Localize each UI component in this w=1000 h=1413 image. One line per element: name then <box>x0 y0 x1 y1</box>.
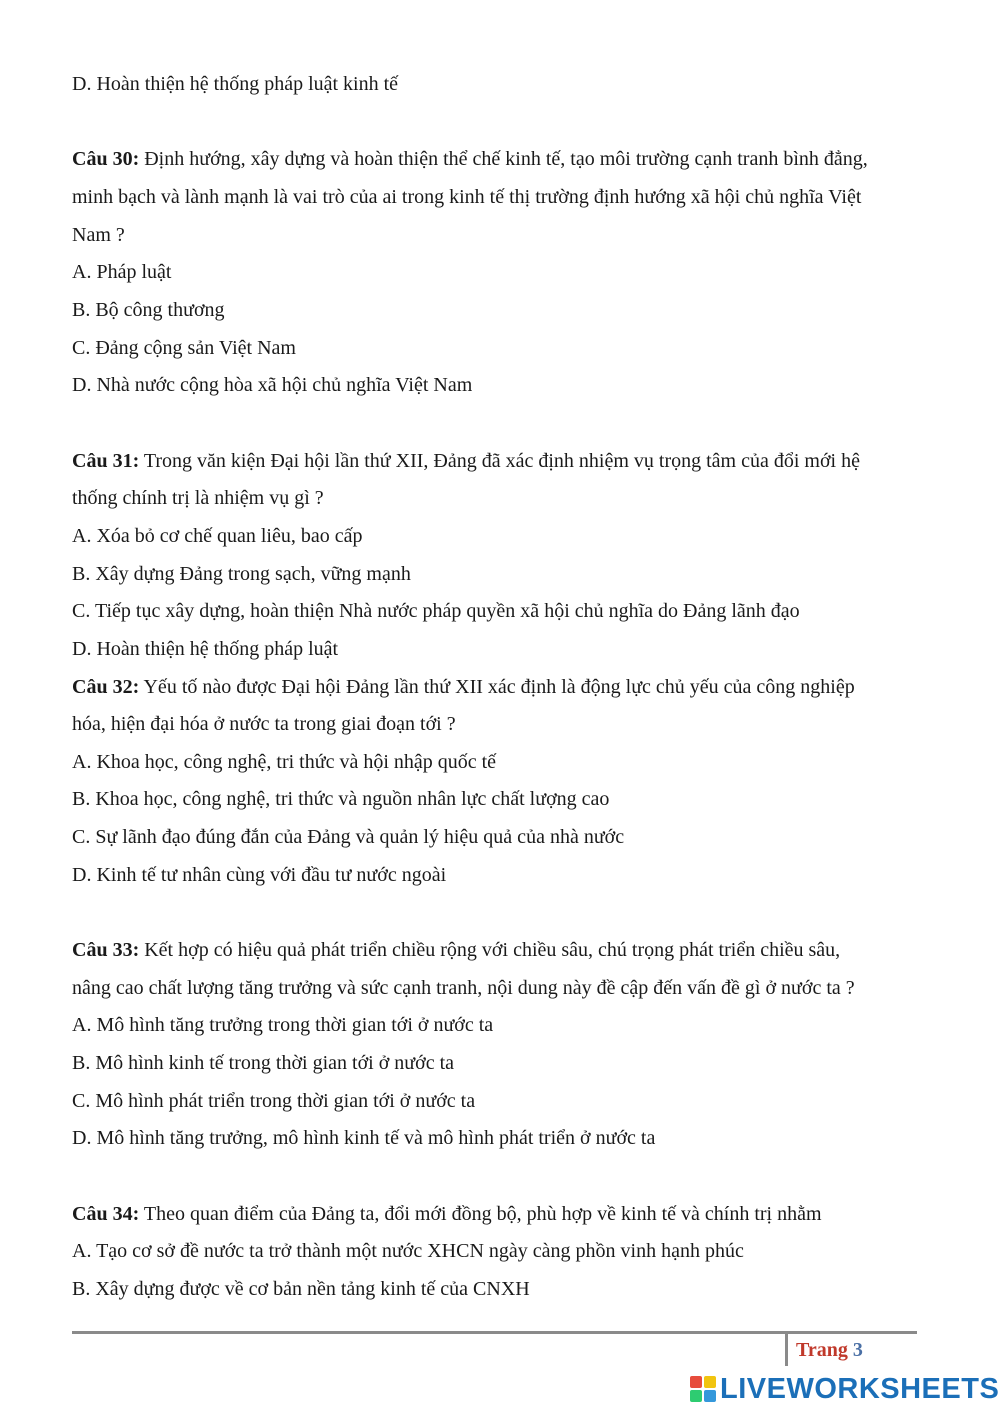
question-text: Theo quan điểm của Đảng ta, đổi mới đồng bộ, phù hợp về kinh tế và chính trị nhằm <box>139 1203 822 1225</box>
option-a: A. Pháp luật <box>72 261 172 283</box>
page-number <box>796 1338 863 1362</box>
question-label: Câu 32: <box>72 676 140 698</box>
question-text: Nam ? <box>72 224 125 246</box>
option-d: D. Kinh tế tư nhân cùng với đầu tư nước ngoài <box>72 864 447 886</box>
question-text: Trong văn kiện Đại hội lần thứ XII, Đảng đã xác định nhiệm vụ trọng tâm của đổi mới hệ <box>139 450 860 472</box>
footer-separator <box>785 1334 788 1366</box>
option-b: B. Mô hình kinh tế trong thời gian tới ở nước ta <box>72 1052 455 1074</box>
question-text: minh bạch và lành mạnh là vai trò của ai trong kinh tế thị trường định hướng xã hội chủ nghĩa Việt <box>72 186 862 208</box>
question-label: Câu 34: <box>72 1203 140 1225</box>
option-text: D. Hoàn thiện hệ thống pháp luật kinh tế <box>72 73 399 95</box>
option-d: D. Mô hình tăng trưởng, mô hình kinh tế và mô hình phát triển ở nước ta <box>72 1127 656 1149</box>
question-label: Câu 31: <box>72 450 140 472</box>
question-text: Định hướng, xây dựng và hoàn thiện thể chế kinh tế, tạo môi trường cạnh tranh bình đẳng, <box>139 148 868 170</box>
option-c: C. Sự lãnh đạo đúng đắn của Đảng và quản lý hiệu quả của nhà nước <box>72 826 625 848</box>
question-text: nâng cao chất lượng tăng trưởng và sức cạnh tranh, nội dung này đề cập đến vấn đề gì ở nước ta ? <box>72 977 855 999</box>
page-value: 3 <box>852 1339 863 1361</box>
page-label: Trang <box>796 1339 848 1361</box>
question-label: Câu 30: <box>72 148 140 170</box>
option-a: A. Khoa học, công nghệ, tri thức và hội nhập quốc tế <box>72 751 497 773</box>
option-b: B. Khoa học, công nghệ, tri thức và nguồn nhân lực chất lượng cao <box>72 788 610 810</box>
option-a: A. Tạo cơ sở đề nước ta trở thành một nước XHCN ngày càng phồn vinh hạnh phúc <box>72 1240 744 1262</box>
question-text: thống chính trị là nhiệm vụ gì ? <box>72 487 324 509</box>
footer-divider <box>72 1331 917 1334</box>
option-c: C. Tiếp tục xây dựng, hoàn thiện Nhà nước pháp quyền xã hội chủ nghĩa do Đảng lãnh đạo <box>72 600 800 622</box>
question-32 <box>72 675 940 699</box>
option-d: D. Hoàn thiện hệ thống pháp luật <box>72 638 339 660</box>
option-b: B. Xây dựng được về cơ bản nền tảng kinh tế của CNXH <box>72 1278 530 1300</box>
option-b: B. Bộ công thương <box>72 299 225 321</box>
option-c: C. Mô hình phát triển trong thời gian tới ở nước ta <box>72 1090 476 1112</box>
option-d: D. Nhà nước cộng hòa xã hội chủ nghĩa Việt Nam <box>72 374 473 396</box>
question-text: hóa, hiện đại hóa ở nước ta trong giai đoạn tới ? <box>72 713 456 735</box>
question-31 <box>72 449 940 473</box>
question-text: Yếu tố nào được Đại hội Đảng lần thứ XII xác định là động lực chủ yếu của công nghiệp <box>139 676 855 698</box>
option-a: A. Mô hình tăng trưởng trong thời gian tới ở nước ta <box>72 1014 494 1036</box>
question-30 <box>72 147 940 171</box>
option-b: B. Xây dựng Đảng trong sạch, vững mạnh <box>72 563 411 585</box>
question-text: Kết hợp có hiệu quả phát triển chiều rộng với chiều sâu, chú trọng phát triển chiều sâu, <box>139 939 841 961</box>
question-34 <box>72 1202 940 1226</box>
liveworksheets-brand[interactable] <box>690 1374 999 1404</box>
brand-name: LIVEWORKSHEETS <box>720 1372 1000 1405</box>
option-c: C. Đảng cộng sản Việt Nam <box>72 337 296 359</box>
liveworksheets-logo-icon <box>690 1376 716 1402</box>
option-a: A. Xóa bỏ cơ chế quan liêu, bao cấp <box>72 525 363 547</box>
question-label: Câu 33: <box>72 939 140 961</box>
question-33 <box>72 938 940 962</box>
